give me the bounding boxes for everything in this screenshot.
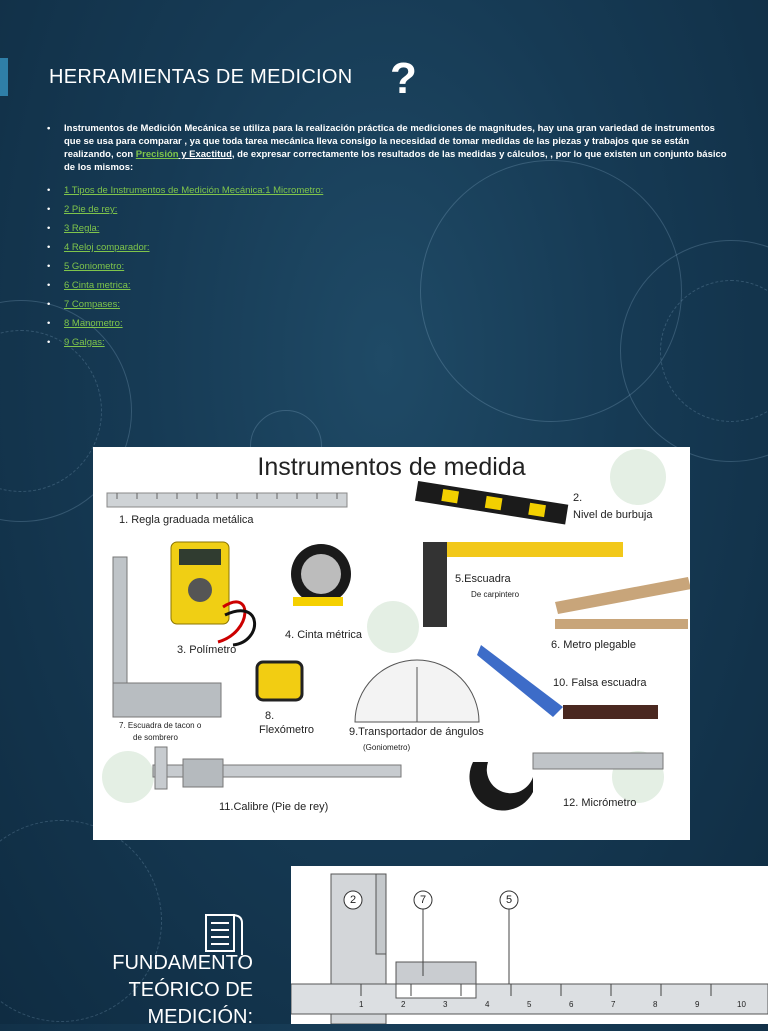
recycle-watermark-icon (367, 601, 419, 653)
link-regla[interactable]: 3 Regla: (64, 223, 100, 234)
callout-7: 7 (420, 894, 427, 906)
callout-2: 2 (350, 894, 357, 906)
document-icon (204, 911, 244, 955)
folding-ruler-icon (555, 577, 690, 629)
callout-5: 5 (506, 894, 513, 906)
protractor-icon (355, 660, 479, 722)
list-item (47, 317, 727, 330)
intro-paragraph (47, 122, 727, 174)
label-escuadra-tacon-2: de sombrero (133, 733, 178, 742)
label-cinta: 4. Cinta métrica (285, 629, 363, 641)
list-item (47, 222, 727, 235)
label-goniometro: (Goniometro) (363, 743, 411, 752)
intro-text-y: y (178, 149, 190, 160)
steel-ruler-icon (107, 493, 347, 507)
list-item (47, 260, 727, 273)
label-nivel-num: 2. (573, 492, 583, 504)
label-nivel: Nivel de burbuja (573, 509, 653, 521)
link-precision[interactable]: Precisión (135, 149, 179, 160)
measuring-tape-icon (291, 544, 351, 606)
list-item (47, 279, 727, 292)
slide-title: HERRAMIENTAS DE MEDICION (49, 66, 353, 88)
bullet-list (47, 122, 727, 349)
label-flex-num: 8. (265, 710, 275, 722)
link-galgas[interactable]: 9 Galgas: (64, 337, 105, 348)
section-heading-line: FUNDAMENTO (112, 952, 253, 974)
recycle-watermark-icon (102, 751, 154, 803)
scale-number: 4 (485, 1000, 490, 1009)
question-mark: ? (390, 54, 417, 103)
link-exactitud[interactable]: Exactitud (189, 149, 232, 160)
label-escuadra-sub: De carpintero (471, 590, 520, 599)
spirit-level-icon (415, 481, 568, 525)
link-goniometro[interactable]: 5 Goniometro: (64, 261, 125, 272)
link-manometro[interactable]: 8 Manometro: (64, 318, 123, 329)
intro-text-end: , de expresar correctamente los resultados de las medidas y cálculos, , por lo que existen un conjunto básico de los mismos: (64, 149, 727, 173)
list-item (47, 241, 727, 254)
scale-number: 5 (527, 1000, 532, 1009)
instruments-figure (93, 447, 690, 840)
label-polimetro: 3. Polímetro (177, 644, 237, 656)
link-pie-de-rey[interactable]: 2 Pie de rey: (64, 204, 118, 215)
label-micrometro: 12. Micrómetro (563, 797, 637, 809)
scale-number: 3 (443, 1000, 448, 1009)
link-micrometro[interactable]: 1 Tipos de Instrumentos de Medición Mecánica:1 Micrometro: (64, 185, 324, 196)
link-compases[interactable]: 7 Compases: (64, 299, 120, 310)
label-transportador: 9.Transportador de ángulos (349, 726, 484, 738)
section-heading (112, 950, 253, 1031)
list-item (47, 336, 727, 349)
section-heading-line: TEÓRICO DE (128, 979, 253, 1001)
scale-number: 10 (737, 1000, 746, 1009)
caliper-diagram (291, 866, 768, 1024)
title-accent-bar (0, 58, 8, 96)
list-item (47, 203, 727, 216)
intro-bold-lead: Instrumentos de Medición Mecánica (64, 123, 228, 134)
figure-title: Instrumentos de medida (257, 453, 526, 481)
scale-number: 1 (359, 1000, 364, 1009)
label-regla: 1. Regla graduada metálica (119, 514, 254, 526)
scale-number: 2 (401, 1000, 406, 1009)
label-falsa-escuadra: 10. Falsa escuadra (553, 677, 647, 689)
list-item (47, 298, 727, 311)
section-heading-line: MEDICIÓN: (147, 1006, 253, 1028)
list-item (47, 184, 727, 197)
scale-number: 9 (695, 1000, 700, 1009)
recycle-watermark-icon (610, 449, 666, 505)
multimeter-icon (171, 542, 255, 645)
label-flexometro: Flexómetro (259, 724, 315, 736)
label-escuadra-tacon: 7. Escuadra de tacon o (119, 721, 202, 730)
label-calibre: 11.Calibre (Pie de rey) (219, 801, 329, 813)
label-escuadra: 5.Escuadra (455, 573, 511, 585)
scale-number: 7 (611, 1000, 616, 1009)
link-cinta-metrica[interactable]: 6 Cinta metrica: (64, 280, 131, 291)
scale-number: 8 (653, 1000, 658, 1009)
label-metro-plegable: 6. Metro plegable (551, 639, 636, 651)
scale-number: 6 (569, 1000, 574, 1009)
intro-text: se utiliza para la realización práctica de mediciones de magnitudes, hay una gran variedad de instrumentos que se usa para comparar , ya que toda tarea mecánica lleva consigo la necesidad de tomar medidas de las piezas y trabajos que se están realizando, con (64, 123, 715, 160)
flexometer-icon (257, 662, 302, 700)
carpenter-square-icon (423, 542, 623, 627)
slide-content (47, 122, 727, 355)
link-reloj-comparador[interactable]: 4 Reloj comparador: (64, 242, 150, 253)
